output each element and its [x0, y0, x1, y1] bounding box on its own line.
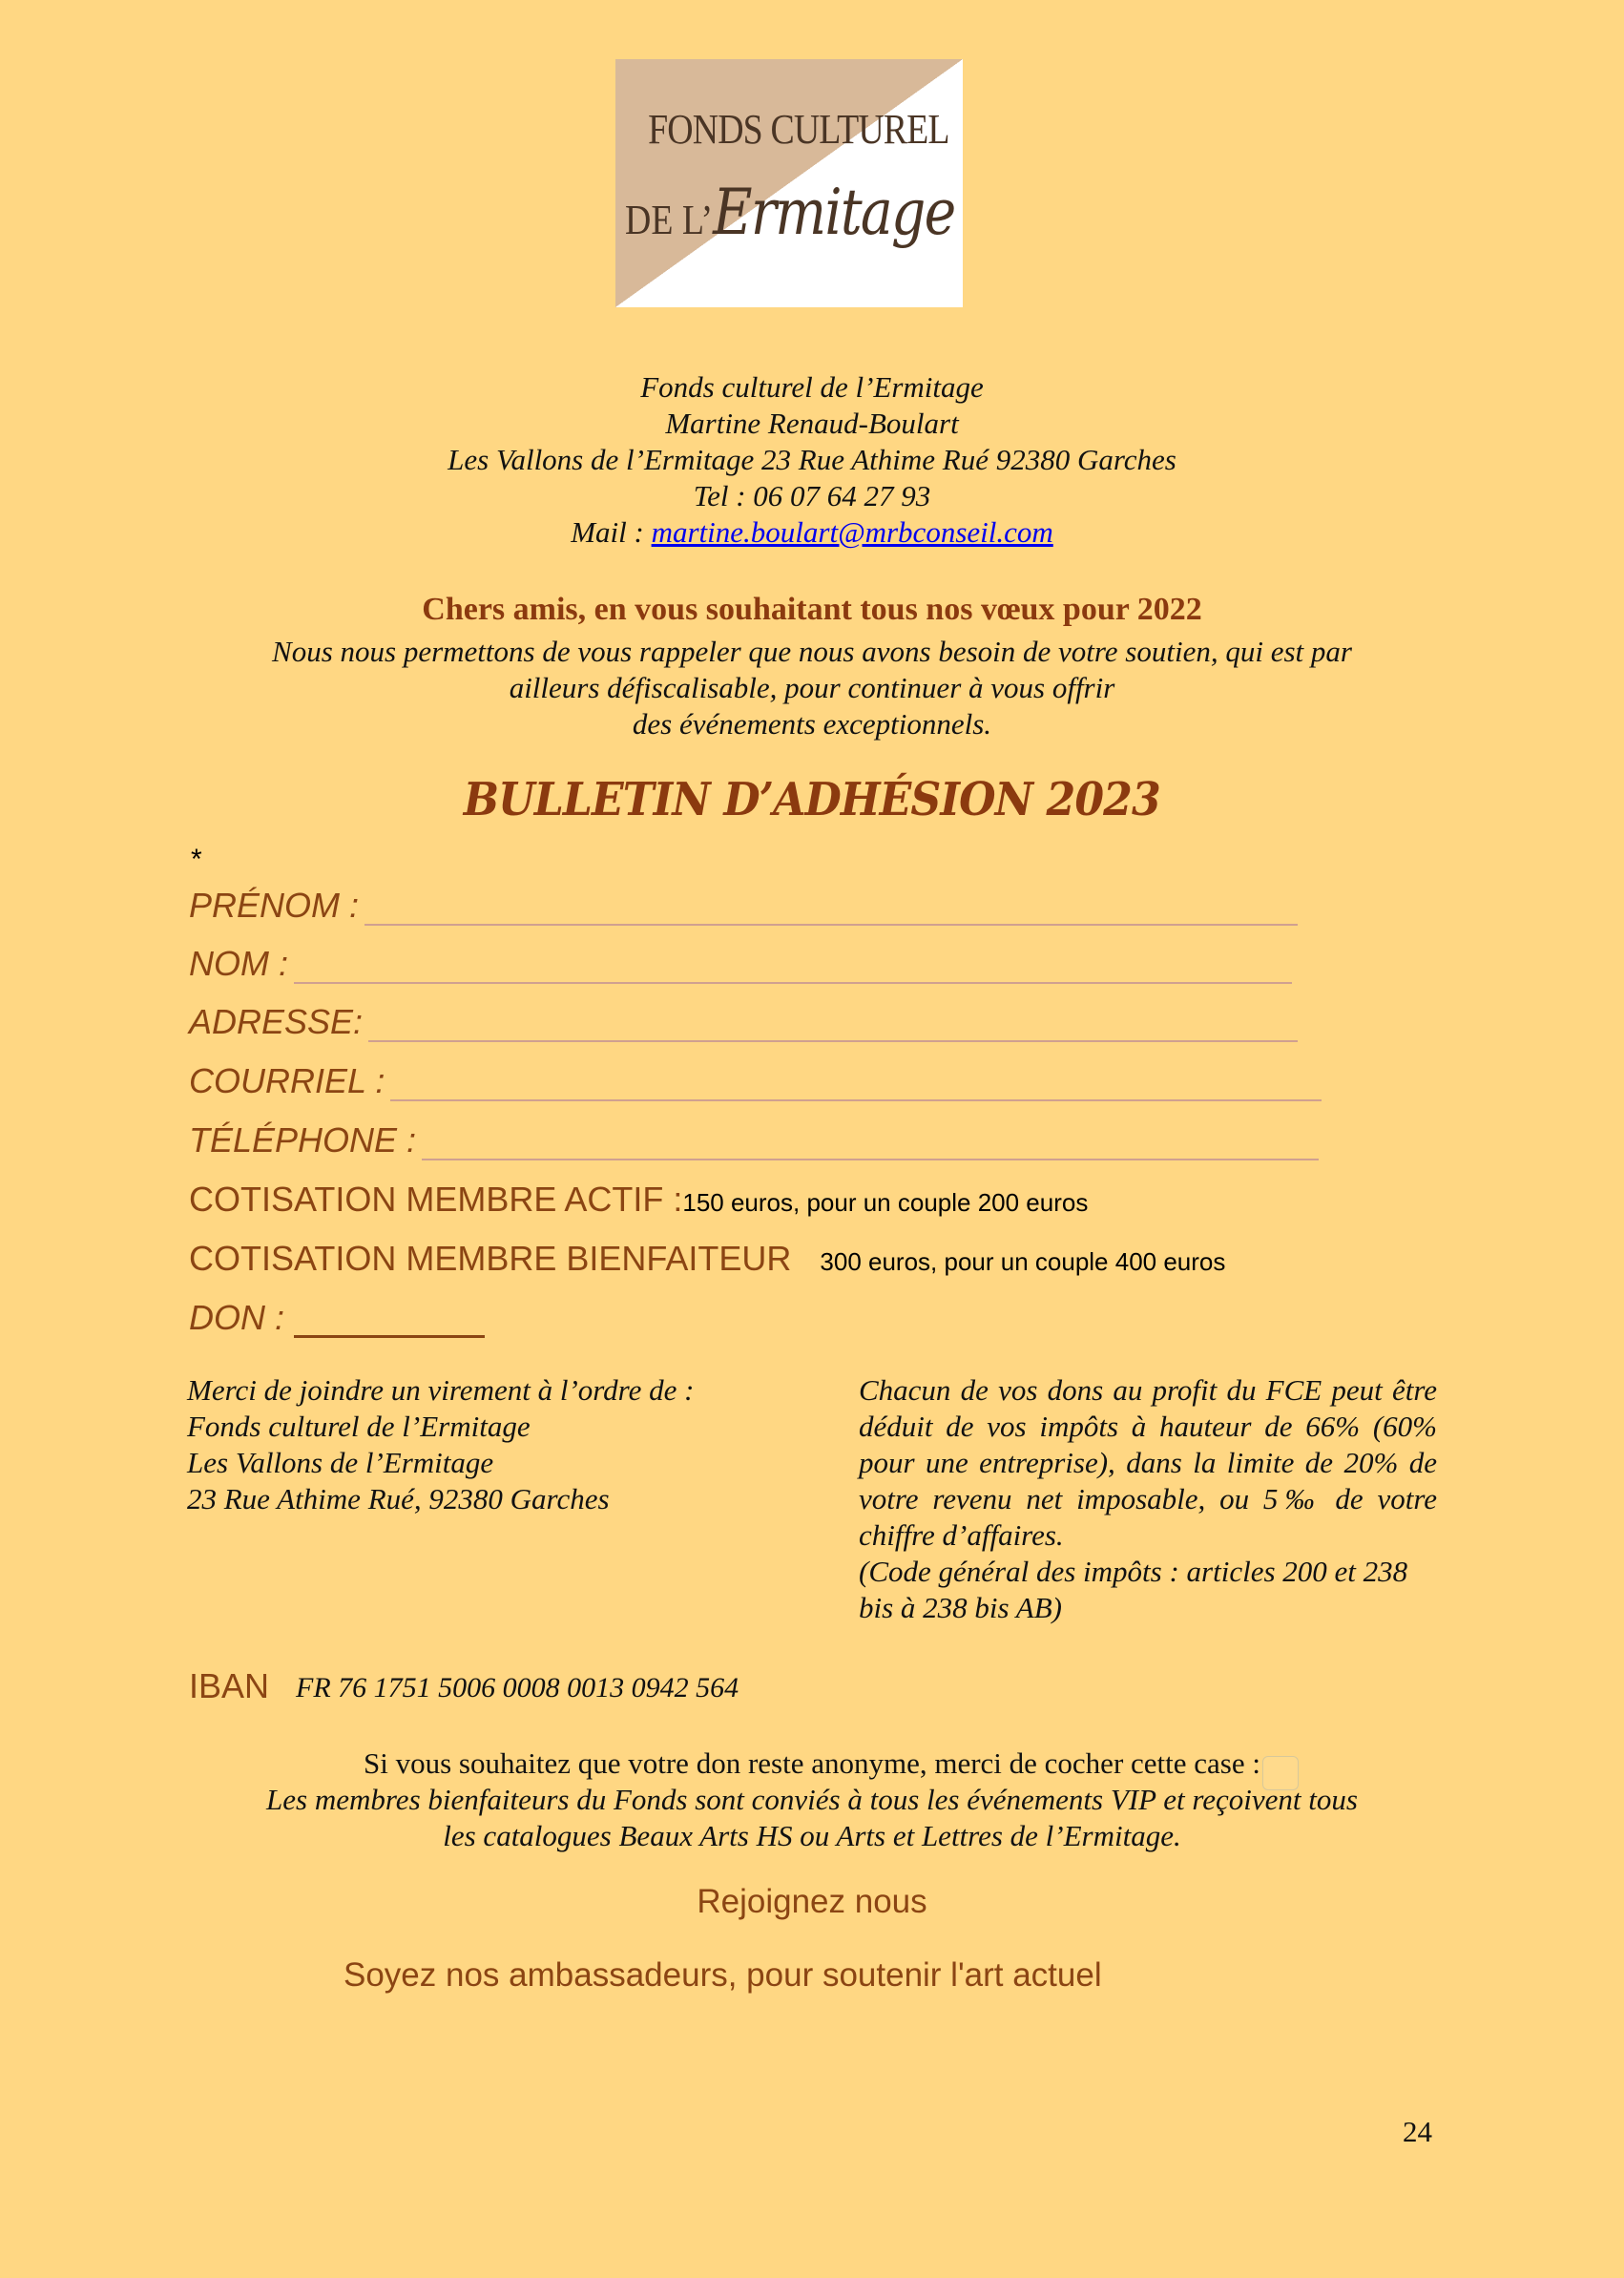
intro-line3: des événements exceptionnels. — [632, 707, 992, 741]
prenom-field[interactable] — [189, 886, 1298, 926]
intro-line2: ailleurs défiscalisable, pour continuer à vous offrir — [509, 671, 1115, 704]
cotisation-bienfaiteur-value: 300 euros, pour un couple 400 euros — [820, 1247, 1226, 1276]
nom-field[interactable] — [189, 944, 1292, 984]
page-title — [0, 773, 1624, 826]
cotisation-actif-value: 150 euros, pour un couple 200 euros — [682, 1188, 1089, 1217]
cotisation-bienfaiteur — [189, 1239, 1225, 1279]
nom-input-line[interactable] — [294, 948, 1292, 984]
virement-block — [187, 1372, 798, 1517]
vip-line2: les catalogues Beaux Arts HS ou Arts et Lettres de l’Ermitage. — [443, 1819, 1181, 1852]
greeting: Chers amis, en vous souhaitant tous nos vœux pour 2022 — [422, 592, 1202, 627]
address-line3: Les Vallons de l’Ermitage 23 Rue Athime Rué 92380 Garches — [448, 443, 1176, 476]
virement-line3: Les Vallons de l’Ermitage — [187, 1446, 494, 1479]
telephone-label: TÉLÉPHONE : — [189, 1120, 417, 1160]
vip-line1: Les membres bienfaiteurs du Fonds sont conviés à tous les événements VIP et reçoivent tous — [266, 1783, 1358, 1816]
deduction-block — [859, 1372, 1437, 1626]
page-number: 24 — [1403, 2115, 1432, 2148]
prenom-label: PRÉNOM : — [189, 886, 360, 925]
anonymous-text: Si vous souhaitez que votre don reste anonyme, merci de cocher cette case : — [364, 1746, 1260, 1780]
iban-value: FR 76 1751 5006 0008 0013 0942 564 — [296, 1672, 739, 1703]
intro-text — [0, 634, 1624, 742]
don-input-line[interactable] — [294, 1306, 485, 1338]
logo — [615, 59, 963, 307]
virement-line4: 23 Rue Athime Rué, 92380 Garches — [187, 1482, 610, 1515]
logo-line2 — [625, 176, 955, 249]
virement-line1: Merci de joindre un virement à l’ordre de : — [187, 1373, 695, 1407]
courriel-input-line[interactable] — [390, 1065, 1322, 1101]
mail-link[interactable]: martine.boulart@mrbconseil.com — [651, 515, 1053, 549]
address-block — [0, 369, 1624, 551]
adresse-label: ADRESSE: — [189, 1002, 364, 1041]
logo-line2-prefix: DE L’ — [625, 197, 714, 243]
address-mail-row — [0, 514, 1624, 551]
page-title-text: BULLETIN D’ADHÉSION 2023 — [463, 773, 1161, 826]
address-tel: Tel : 06 07 64 27 93 — [693, 479, 931, 512]
cotisation-actif — [189, 1180, 1088, 1220]
mail-label: Mail : — [571, 515, 652, 549]
cotisation-bienfaiteur-label: COTISATION MEMBRE BIENFAITEUR — [189, 1239, 792, 1278]
logo-line1: FONDS CULTUREL — [648, 106, 949, 153]
ambassadors-text: Soyez nos ambassadeurs, pour soutenir l'art actuel — [344, 1956, 1102, 1994]
cotisation-actif-label: COTISATION MEMBRE ACTIF : — [189, 1180, 683, 1219]
iban-label: IBAN — [189, 1666, 270, 1705]
adresse-field[interactable] — [189, 1002, 1298, 1042]
nom-label: NOM : — [189, 944, 288, 983]
prenom-input-line[interactable] — [364, 889, 1298, 926]
don-field[interactable] — [189, 1298, 485, 1338]
address-line2: Martine Renaud-Boulart — [665, 407, 959, 440]
telephone-field[interactable] — [189, 1120, 1319, 1160]
join-text: Rejoignez nous — [697, 1883, 927, 1920]
virement-line2: Fonds culturel de l’Ermitage — [187, 1410, 531, 1443]
don-label: DON : — [189, 1298, 295, 1337]
telephone-input-line[interactable] — [422, 1124, 1319, 1160]
address-line1: Fonds culturel de l’Ermitage — [640, 370, 984, 404]
deduction-text: Chacun de vos dons au profit du FCE peut être déduit de vos impôts à hauteur de 66% (60% pour une entreprise), dans la limite de 20% de votre revenu net imposable, ou 5‰ de votre chiffre d’affaires. — [859, 1373, 1437, 1552]
vip-text — [0, 1782, 1624, 1854]
adresse-input-line[interactable] — [368, 1006, 1298, 1042]
courriel-label: COURRIEL : — [189, 1061, 385, 1100]
deduction-code: (Code général des impôts : articles 200 et 238 bis à 238 bis AB) — [859, 1555, 1408, 1624]
logo-line2-script: Ermitage — [713, 176, 955, 249]
intro-line1: Nous nous permettons de vous rappeler que nous avons besoin de votre soutien, qui est par — [272, 635, 1352, 668]
courriel-field[interactable] — [189, 1061, 1322, 1101]
required-star: * — [191, 844, 202, 875]
